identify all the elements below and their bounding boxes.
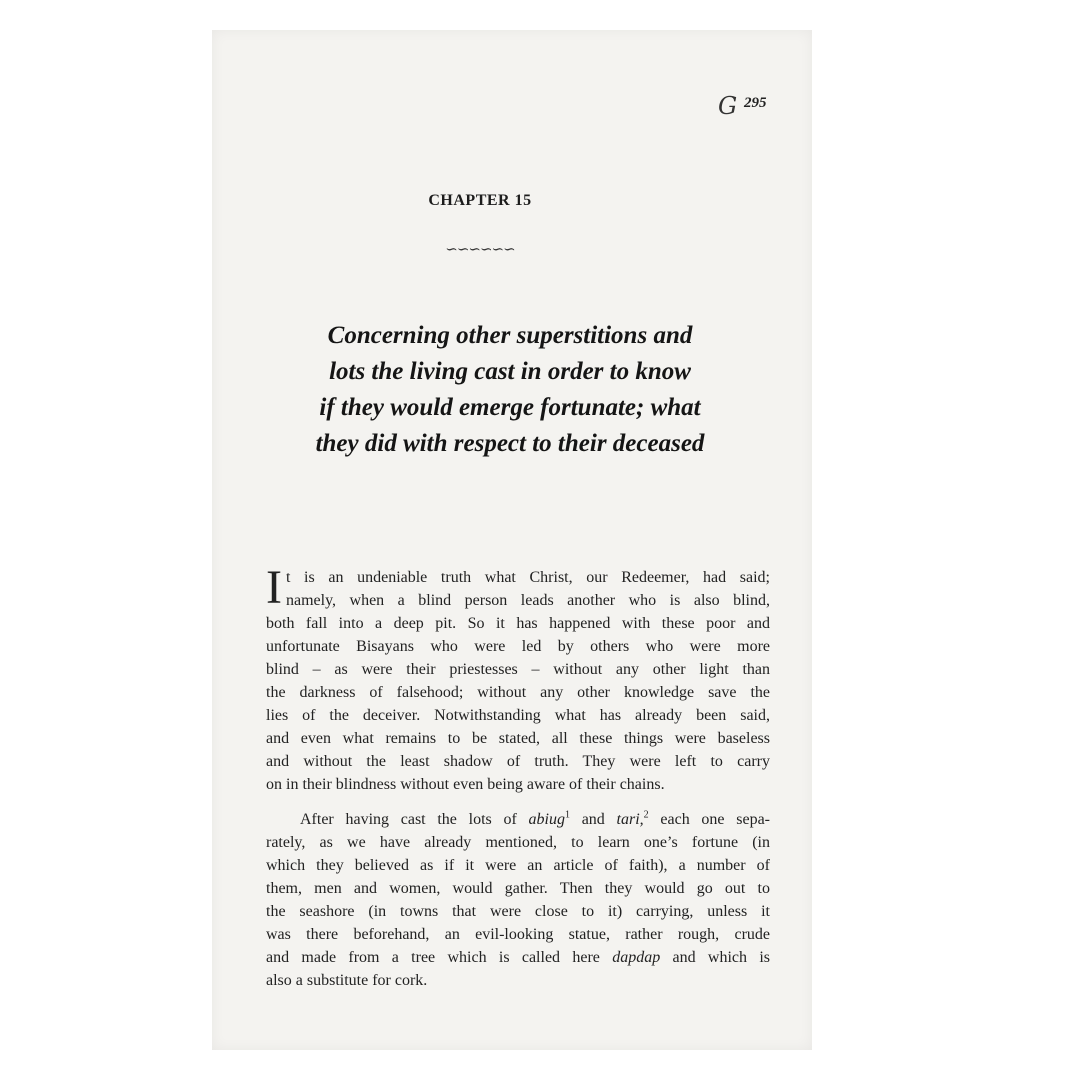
text-line: was there beforehand, an evil-looking statue, rather rough, crude	[266, 926, 770, 943]
chapter-label: CHAPTER 15	[428, 192, 532, 209]
chapter-title	[240, 318, 780, 462]
text-line: unfortunate Bisayans who were led by others who were more	[266, 638, 770, 655]
text-line: both fall into a deep pit. So it has happened with these poor and	[266, 615, 770, 632]
text-run: and made from a tree which is called here	[266, 949, 613, 966]
running-head-mark: G	[718, 92, 738, 120]
text-line: t is an undeniable truth what Christ, our Redeemer, had said;	[285, 569, 770, 586]
term-abiug: abiug	[528, 811, 565, 828]
text-line: the darkness of falsehood; without any other knowledge save the	[266, 684, 770, 701]
text-run: each one sepa-	[648, 811, 771, 828]
text-line: and without the least shadow of truth. They were left to carry	[266, 753, 770, 770]
text-line: which they believed as if it were an article of faith), a number of	[266, 857, 770, 874]
text-line	[266, 946, 770, 969]
term-tari: tari,	[616, 811, 644, 828]
text-line: also a substitute for cork.	[266, 972, 428, 989]
text-run: and which is	[660, 949, 771, 966]
chapter-title-line: they did with respect to their deceased	[315, 430, 705, 457]
text-line: the seashore (in towns that were close to it) carrying, unless it	[266, 903, 770, 920]
chapter-ornament: ∽∽∽∽∽∽	[445, 240, 515, 258]
term-dapdap: dapdap	[612, 949, 661, 966]
text-line: rately, as we have already mentioned, to learn one’s fortune (in	[266, 834, 770, 851]
text-run: After having cast the lots of	[300, 811, 529, 828]
text-line: namely, when a blind person leads another who is also blind,	[285, 592, 770, 609]
chapter-title-line: lots the living cast in order to know	[329, 358, 691, 385]
paragraph	[266, 561, 770, 796]
drop-cap: I	[266, 561, 282, 614]
text-line	[266, 808, 770, 831]
text-line: blind – as were their priestesses – without any other light than	[266, 661, 770, 678]
text-line: and even what remains to be stated, all these things were baseless	[266, 730, 770, 747]
text-line: them, men and women, would gather. Then they would go out to	[266, 880, 770, 897]
text-run: and	[569, 811, 617, 828]
body-text	[266, 561, 771, 992]
text-line: lies of the deceiver. Notwithstanding what has already been said,	[266, 707, 770, 724]
footnote-ref: 2	[643, 809, 649, 821]
paragraph	[266, 808, 770, 992]
text-line: on in their blindness without even being aware of their chains.	[266, 776, 665, 793]
footnote-ref: 1	[564, 809, 570, 821]
page-number: 295	[744, 95, 767, 111]
chapter-title-line: Concerning other superstitions and	[327, 322, 693, 349]
chapter-title-line: if they would emerge fortunate; what	[319, 394, 701, 421]
